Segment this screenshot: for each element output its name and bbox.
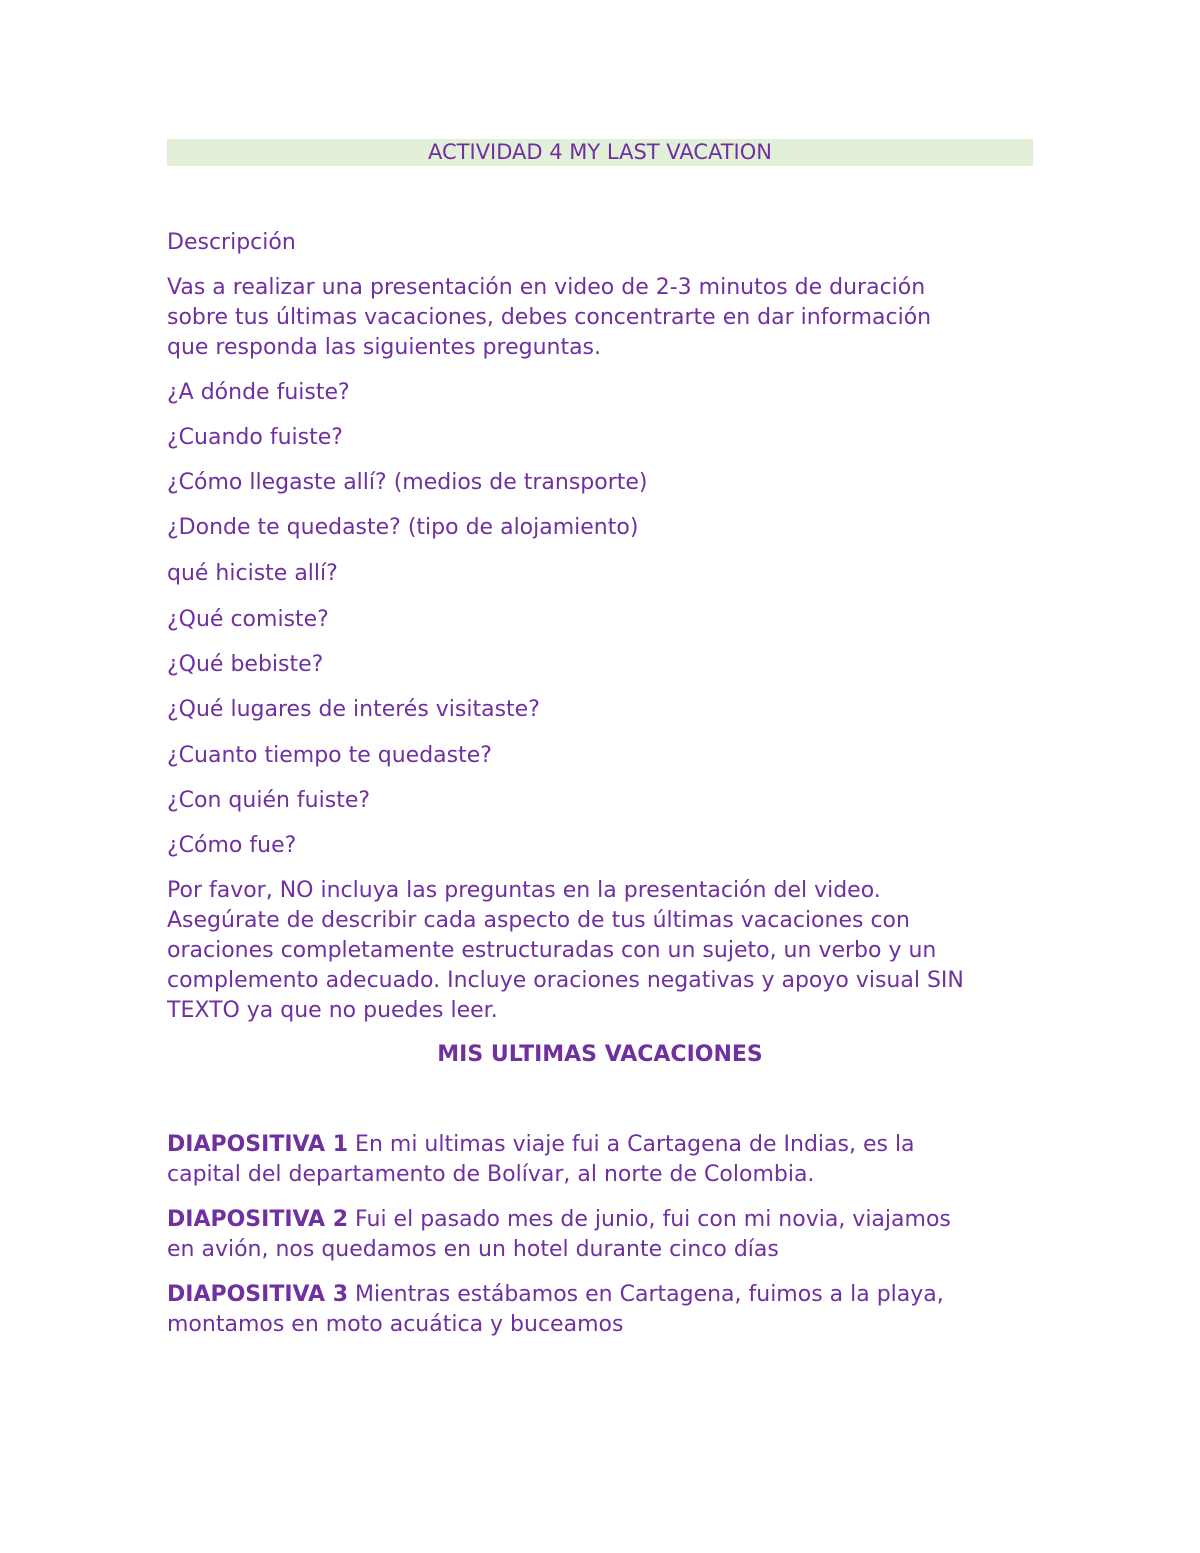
slide-entry xyxy=(167,1280,1047,1340)
instructions-line: complemento adecuado. Incluye oraciones negativas y apoyo visual SIN xyxy=(167,968,964,993)
question-item: ¿Qué bebiste? xyxy=(167,652,324,677)
slide-first-line xyxy=(167,1280,1047,1310)
slide-first-line xyxy=(167,1205,1047,1235)
slide-entry xyxy=(167,1205,1047,1265)
question-item: ¿Con quién fuiste? xyxy=(167,788,371,813)
intro-line: sobre tus últimas vacaciones, debes concentrarte en dar información xyxy=(167,305,932,330)
slide-text: Fui el pasado mes de junio, fui con mi novia, viajamos xyxy=(348,1207,951,1232)
instructions-line: TEXTO ya que no puedes leer. xyxy=(167,998,498,1023)
question-item: qué hiciste allí? xyxy=(167,561,338,586)
intro-line: Vas a realizar una presentación en video de 2-3 minutos de duración xyxy=(167,275,926,300)
slide-entry xyxy=(167,1130,1047,1190)
instructions-paragraph xyxy=(167,876,1047,1026)
instructions-line: Asegúrate de describir cada aspecto de tus últimas vacaciones con xyxy=(167,908,910,933)
question-item: ¿Cómo fue? xyxy=(167,833,297,858)
question-item: ¿Cómo llegaste allí? (medios de transporte) xyxy=(167,470,648,495)
slide-second-line: en avión, nos quedamos en un hotel durante cinco días xyxy=(167,1237,779,1262)
question-item: ¿Cuanto tiempo te quedaste? xyxy=(167,743,492,768)
description-label: Descripción xyxy=(167,230,296,255)
instructions-line: Por favor, NO incluya las preguntas en la presentación del video. xyxy=(167,878,881,903)
slide-label: DIAPOSITIVA 1 xyxy=(167,1132,349,1157)
slide-second-line: montamos en moto acuática y buceamos xyxy=(167,1312,624,1337)
question-item: ¿Qué comiste? xyxy=(167,607,329,632)
slide-first-line xyxy=(167,1130,1047,1160)
question-item: ¿A dónde fuiste? xyxy=(167,380,350,405)
slide-text: Mientras estábamos en Cartagena, fuimos a la playa, xyxy=(348,1282,944,1307)
slide-label: DIAPOSITIVA 2 xyxy=(167,1207,349,1232)
question-item: ¿Donde te quedaste? (tipo de alojamiento) xyxy=(167,515,639,540)
slide-text: En mi ultimas viaje fui a Cartagena de Indias, es la xyxy=(348,1132,915,1157)
question-item: ¿Cuando fuiste? xyxy=(167,425,343,450)
intro-line: que responda las siguientes preguntas. xyxy=(167,335,602,360)
instructions-line: oraciones completamente estructuradas con un sujeto, un verbo y un xyxy=(167,938,937,963)
document-title: ACTIVIDAD 4 MY LAST VACATION xyxy=(167,139,1033,166)
slide-second-line: capital del departamento de Bolívar, al norte de Colombia. xyxy=(167,1162,815,1187)
section-heading: MIS ULTIMAS VACACIONES xyxy=(437,1042,763,1067)
intro-paragraph xyxy=(167,273,1047,363)
question-item: ¿Qué lugares de interés visitaste? xyxy=(167,697,540,722)
slide-label: DIAPOSITIVA 3 xyxy=(167,1282,349,1307)
